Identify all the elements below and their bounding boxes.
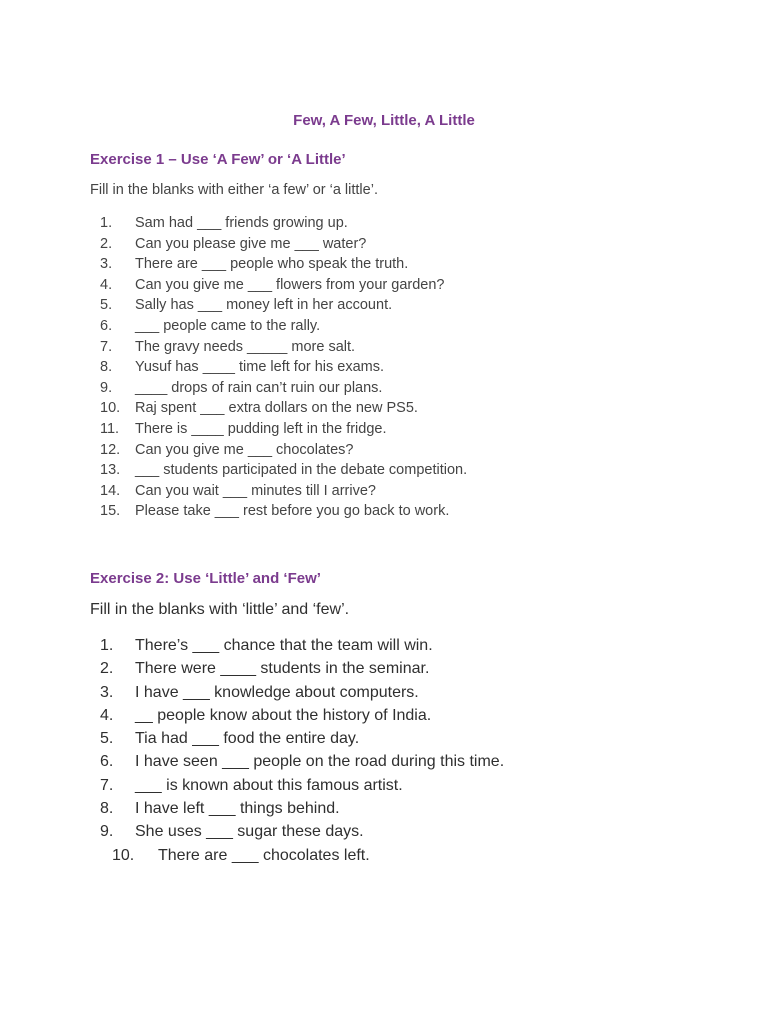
list-item	[0, 774, 504, 797]
item-number: 2.	[100, 660, 114, 678]
exercise-1-heading: Exercise 1 – Use ‘A Few’ or ‘A Little’	[90, 151, 346, 168]
item-number: 10.	[100, 400, 121, 417]
list-item	[0, 440, 467, 461]
item-number: 4.	[100, 276, 113, 293]
item-text: Can you please give me ___ water?	[135, 235, 367, 252]
list-item	[0, 234, 467, 255]
exercise-2-instruction: Fill in the blanks with ‘little’ and ‘few’.	[90, 601, 350, 618]
item-text: ___ is known about this famous artist.	[135, 776, 403, 794]
item-text: Can you give me ___ chocolates?	[135, 441, 354, 458]
item-number: 8.	[100, 800, 114, 818]
item-text: Please take ___ rest before you go back to work.	[135, 503, 450, 520]
item-number: 6.	[100, 753, 114, 771]
list-item	[0, 681, 504, 704]
item-text: Raj spent ___ extra dollars on the new PS5.	[135, 400, 418, 417]
list-item	[0, 820, 504, 843]
exercise-2-heading: Exercise 2: Use ‘Little’ and ‘Few’	[90, 570, 321, 587]
item-number: 1.	[100, 637, 114, 654]
list-item	[0, 337, 467, 358]
list-item	[0, 378, 467, 399]
item-text: She uses ___ sugar these days.	[135, 823, 364, 841]
item-text: I have ___ knowledge about computers.	[135, 683, 419, 701]
list-item	[0, 275, 467, 296]
list-item	[0, 844, 504, 867]
item-text: Sam had ___ friends growing up.	[135, 215, 348, 231]
item-number: 10.	[112, 846, 135, 864]
item-number: 3.	[100, 256, 113, 273]
list-item	[0, 750, 504, 773]
item-text: The gravy needs _____ more salt.	[135, 338, 356, 355]
item-number: 7.	[100, 338, 113, 355]
item-text: ___ students participated in the debate competition.	[135, 462, 468, 479]
list-item	[0, 704, 504, 727]
list-item	[0, 501, 467, 522]
item-text: Tia had ___ food the entire day.	[135, 730, 360, 748]
item-number: 4.	[100, 706, 114, 724]
list-item	[0, 657, 504, 680]
item-text: There is ____ pudding left in the fridge.	[135, 420, 387, 437]
item-text: Yusuf has ____ time left for his exams.	[135, 359, 385, 376]
item-number: 12.	[100, 441, 121, 458]
item-text: Can you wait ___ minutes till I arrive?	[135, 482, 376, 499]
item-text: There’s ___ chance that the team will win.	[135, 637, 433, 654]
list-item	[0, 316, 467, 337]
list-item	[0, 481, 467, 502]
list-item	[0, 254, 467, 275]
item-text: __ people know about the history of India.	[135, 706, 432, 724]
item-text: ____ drops of rain can’t ruin our plans.	[135, 379, 383, 396]
item-text: Can you give me ___ flowers from your garden?	[135, 276, 445, 293]
item-number: 1.	[100, 215, 113, 231]
item-number: 5.	[100, 297, 113, 314]
item-number: 7.	[100, 776, 114, 794]
list-item	[0, 357, 467, 378]
item-number: 3.	[100, 683, 114, 701]
item-number: 9.	[100, 823, 114, 841]
item-number: 14.	[100, 482, 121, 499]
item-text: Sally has ___ money left in her account.	[135, 297, 393, 314]
document-title: Few, A Few, Little, A Little	[293, 112, 475, 129]
item-number: 13.	[100, 462, 121, 479]
item-number: 9.	[100, 379, 113, 396]
item-number: 6.	[100, 317, 113, 334]
item-text: There were ____ students in the seminar.	[135, 660, 430, 678]
list-item	[0, 727, 504, 750]
list-item	[0, 213, 467, 234]
exercise-2-list	[0, 634, 504, 867]
list-item	[0, 419, 467, 440]
item-text: ___ people came to the rally.	[135, 317, 321, 334]
exercise-1-instruction: Fill in the blanks with either ‘a few’ or ‘a little’.	[90, 182, 378, 198]
list-item	[0, 398, 467, 419]
item-text: I have left ___ things behind.	[135, 800, 340, 818]
item-number: 2.	[100, 235, 113, 252]
item-text: There are ___ chocolates left.	[158, 846, 370, 864]
list-item	[0, 797, 504, 820]
item-number: 5.	[100, 730, 114, 748]
list-item	[0, 295, 467, 316]
item-number: 15.	[100, 503, 121, 520]
item-number: 11.	[100, 420, 120, 437]
list-item	[0, 634, 504, 657]
list-item	[0, 460, 467, 481]
item-text: I have seen ___ people on the road during this time.	[135, 753, 505, 771]
exercise-1-list	[0, 213, 467, 522]
item-number: 8.	[100, 359, 113, 376]
item-text: There are ___ people who speak the truth.	[135, 256, 409, 273]
